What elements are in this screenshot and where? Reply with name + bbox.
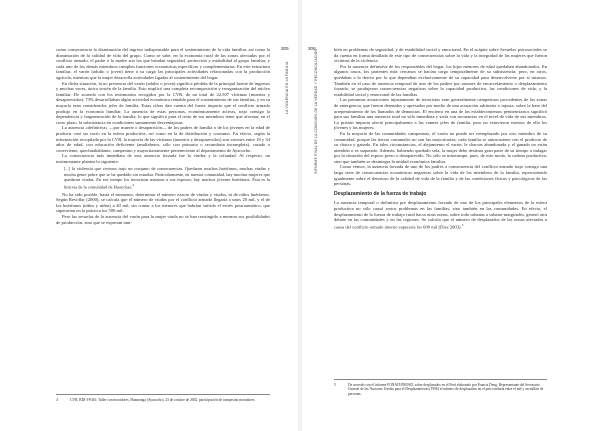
- footnote-text: De acuerdo con el informe FONAVI/PROSD, sobre desplazados en el Perú elaborado por Francis Deng, Representante del Secretario General de las Naciones Unidas para el Desplazamiento (1996) el número de desplazados en el país rondaría entre el mil y un millón de personas.: [348, 383, 544, 396]
- paragraph: como consecuencia la disminución del ingreso indispensable para el sostenimiento de la vida familiar, así como la disminución de la calidad de vida del grupo. Como se sabe, en la economía rural de las zonas afectadas por el conflicto armado, el padre o la madre son los que brindan seguridad, protección y estabilidad al grupo familiar, y cada uno de los demás miembros cumplen funciones económicas específicas y complementarias. En este estructura familiar, el varón (adulto o joven) tiene a su cargo las principales actividades relacionadas con la producción agrícola, mientras que la mujer desarrolla actividades ligadas al sostenimiento del hogar.: [56, 47, 270, 80]
- footnote-number: 4: [56, 398, 58, 402]
- paragraph: La consecuencia más inmediata de esta ausencia forzada fue la viudez y la orfandad. Al respecto, un testimoniante plantea lo siguiente:: [56, 153, 270, 164]
- paragraph: No ha sido posible, hasta el momento, determinar el número exacto de viudas y viudos, ni de niños huérfanos. Según Revollar (2000), se calcula que el número de viudas por el conflicto armado llegaría a unos 20 mil, y el de los huérfanos (niños y niñas) a 40 mil, sin contar a los menores que habrían sufrido el estrés postraumático, que superarían en la práctica los 500 mil.: [56, 191, 270, 214]
- paragraph: Como vemos, la ausencia forzada de uno de los padres a consecuencia del conflicto armado trajo consigo una larga serie de consecuencias económicas negativas sobre la vida de los miembros de la familia, repercutiendo igualmente sobre el deterioro de la calidad de vida de la familia y de las condiciones físicas y psicológicas de las personas.: [334, 164, 547, 187]
- right-footnotes: [334, 379, 547, 396]
- paragraph: La ausencia «definitiva» —por muerte o desaparición— de los padres de familia o de los jóvenes en la edad de producir creó un vacío en la esfera productiva, así como en la de distribución y consumo. En efecto, según la información recopilada por la CVR, la mayoría de las víctimas (muertos y desaparecidos) son varones entre 18 y 34 años de edad, con educación deficiente (analfabetos, sólo con primaria o secundaria incompleta), casado o conviviente, quechuahablante, campesino y mayoritariamente perteneciente al departamento de Ayacucho.: [56, 125, 270, 153]
- footnote-ref: 4: [132, 182, 135, 187]
- left-body-text: [56, 47, 270, 225]
- footnote-number: 5: [334, 383, 336, 387]
- paragraph-text: La ausencia temporal o definitiva por desplazamiento forzado de uno de los principales elementos de la esfera productiva no sólo causó serios problemas en las familias, sino también en las comunidades. En efecto, el desplazamiento de la fuerza de trabajo rural hacia otras zonas, sobre todo urbanas o urbano-marginales, generó otra debate en las comunidades y en las regiones. Se calcula que el número de desplazados de las zonas afectadas a causa del conflicto armado interno superaría los 600 mil (Diez 2003).: [334, 200, 547, 230]
- right-page: [304, 0, 600, 431]
- footnote-text: CVR. BDI-I-P416. Taller con moradores, Huamanga (Ayacucho), 23 de octubre de 2002, participación de campesino moradores.: [70, 398, 256, 402]
- page-number: 306: [308, 46, 316, 51]
- footnote-ref: 5: [461, 222, 464, 227]
- block-quote: [64, 166, 270, 189]
- paragraph: Pero las secuelas de la ausencia del varón para la mujer viuda no se han restringido a mermar sus posibilidades de producción, sino que se expresan tam-: [56, 213, 270, 225]
- running-head: INFORME FINAL DE LA COMISIÓN DE LA VERDAD Y RECONCILIACIÓN: [314, 48, 318, 174]
- book-gutter: [298, 0, 302, 431]
- footnote: [334, 383, 547, 396]
- paragraph: En dicha situación, la no presencia del varón (adulto o joven) significa pérdida de la principal fuente de ingresos y muchas veces, única sostén de la familia. Esto implicó una completa recomposición y reorganización del núcleo familiar. De acuerdo con los testimonios recogidos por la CVR, de un total de 22,507 víctimas (muertas y desaparecidas), 73% desarrollaban algún actividad económica rentable para el sostenimiento de sus familias, y en su mayoría eran considerados jefes de familia. Estas cifras dan cuenta del fuerte impacto que el conflicto armado produjo en la economía familiar. La ausencia de estas personas, económicamente activas, trajo consigo la dependencia y fragmentación de la familia, lo que significó para el resto de sus miembros tener que afrontar, en el corto plazo, la subsistencia en condiciones sumamente desventajosas.: [56, 80, 270, 125]
- right-body-text: [334, 47, 547, 230]
- quote-text: [...] la violencia que vivimos trajo un conjunto de consecuencias. Quedaron muchos huérfanos, muchas viudas y mucha gente pobre que se ha quedado sin estudiar. Particularmente, en nuestra comunidad, hay muchas mujeres que quedaron viudas. En ese tiempo los terroristas mataron a sus esposos; hay muchos jóvenes huérfanos. Ésta es la historia de la comunidad de Huaychao.: [64, 166, 270, 190]
- left-page: [0, 0, 296, 431]
- paragraph: Las presuntas acusaciones injustamente de terroristas eran generalmente campesinos procedentes de las zonas de emergencia, que fueron detenidos y apresados por medio de una acusación arbitraria o injusta, sobre la base del arrepentimiento de los llamados de denuncias. El encierro en una de las establecimientos penitenciarios significó para sus familias una ausencia total no sólo inmediata y sería con secuencias en el nivel de vida de sus miembros. La prisión impacta afectó principalmente a las vannes jefes de familia, pero no estuvieron exentos de ella los jóvenes y las mujeres.: [334, 97, 547, 131]
- paragraph: Por la ausencia definitiva de los responsables del hogar, los hijos menores de edad quedaban abandonados. En algunos casos, los parientes más cercanos se hacían cargo temporalmente de su subsistencia; pero, en otros, quedaban a la deriva por lo que dependían exclusivamente de su capacidad para desenvolverse por sí mismos. También en el caso de ausencia temporal de uno de los padres por razones de encarcelamiento o desplazamiento forzado, se produjeron consecuencias negativas sobre la capacidad productiva, las condiciones de vida, y la estabilidad social y emocional de las familias.: [334, 63, 547, 97]
- running-head: LA VIOLENCIA EN LA FAMILIA: [285, 61, 289, 114]
- section-heading: Desplazamiento de la fuerza de trabajo: [334, 190, 427, 197]
- paragraph: bién en problemas de seguridad, y de estabilidad social y emocional. En el acápite sobre Secuelas psicosociales se da cuenta en forma detallada de este tipo de consecuencias sobre la vida y la integridad de las mujeres que fueron víctimas de la violencia.: [334, 47, 547, 64]
- paragraph: En la mayoría de las comunidades campesinas, el varón no puede ser reemplazado por otro miembro de su comunidad, porque las tierras comunales no son las mayoritarias; cada familia se autosostiene con el producto de su chacra y ganado. En tales circunstancias, el alejamiento el varón, le chacras abandonada y el ganado no están atendido o es saqueado. Además, habiendo quedado sola, la mujer debe destinar gran parte de su tiempo a indagar por la situación del esposo preso o desaparecido. No sólo se interrumpe, pues, de este modo, la cadena productiva, sino que también se desintegra la unidad económica familiar.: [334, 130, 547, 164]
- footnote: [56, 398, 270, 402]
- left-footnotes: [56, 394, 270, 402]
- page-number: 305: [281, 46, 289, 51]
- paragraph: [334, 200, 547, 230]
